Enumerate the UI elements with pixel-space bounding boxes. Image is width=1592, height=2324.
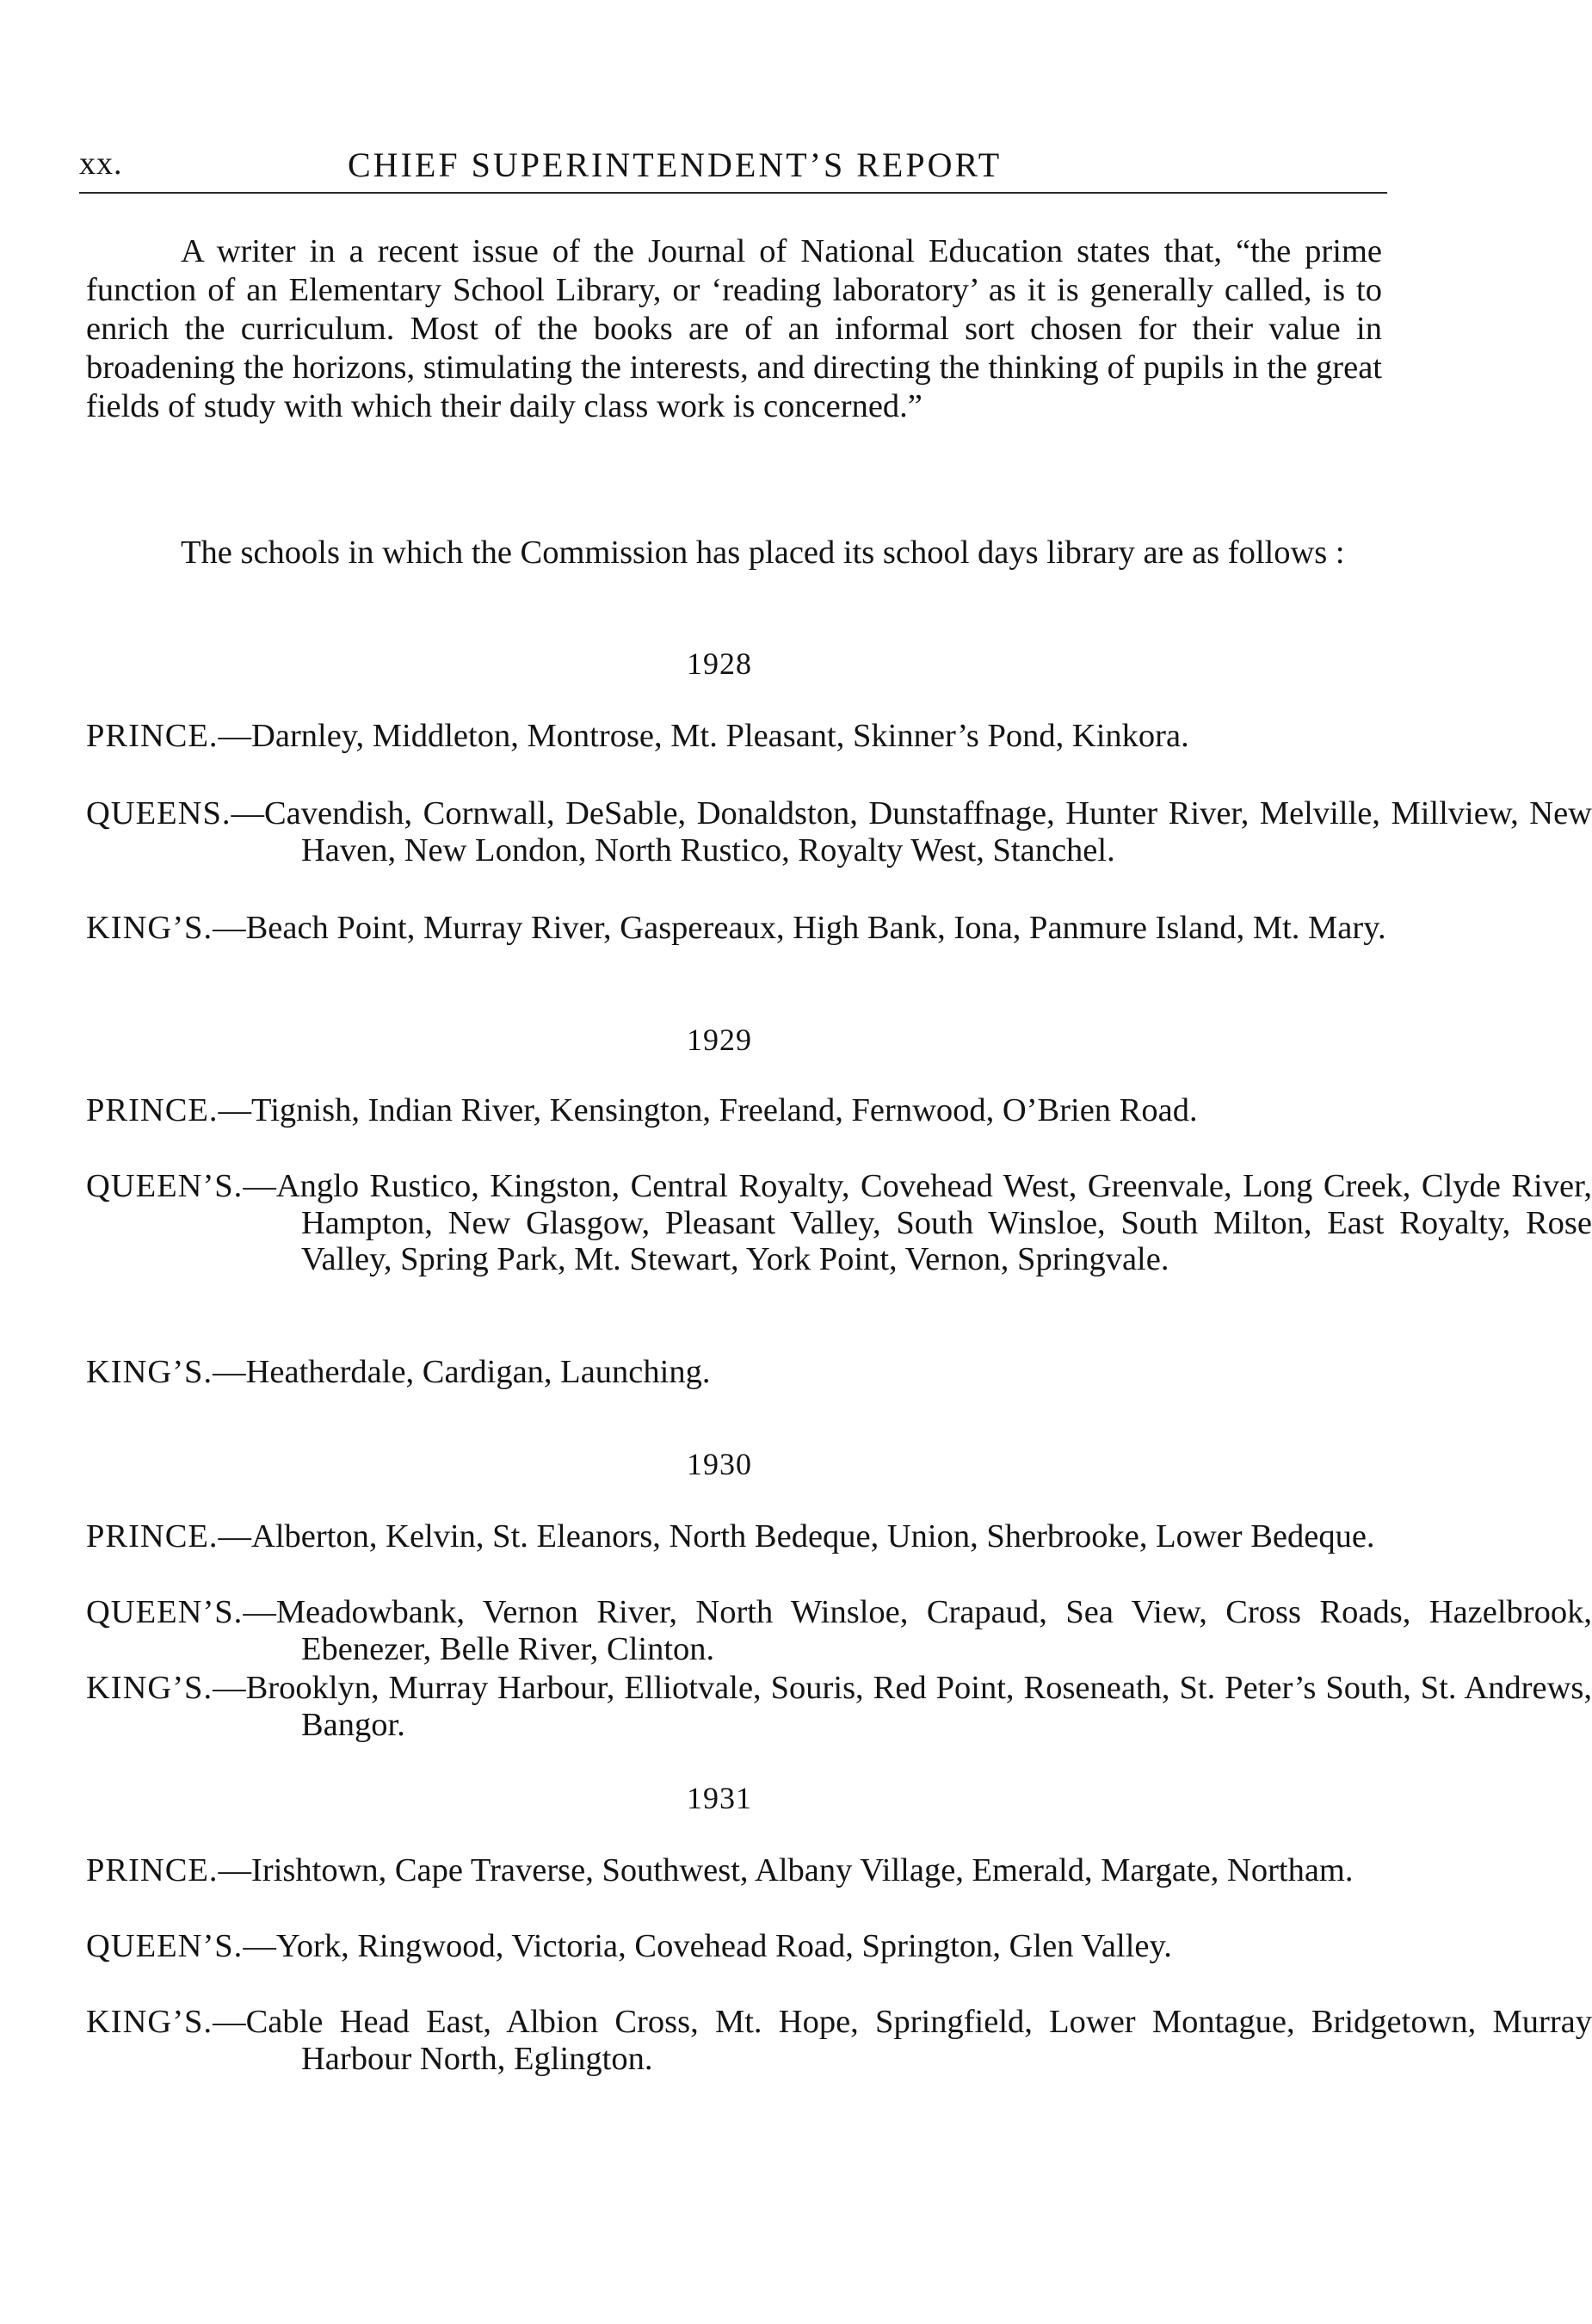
county-entry bbox=[86, 910, 1592, 947]
county-name: PRINCE. bbox=[86, 1518, 219, 1554]
county-name: QUEEN’S. bbox=[86, 1594, 244, 1630]
county-name: KING’S. bbox=[86, 1354, 213, 1390]
page-header bbox=[79, 145, 1387, 196]
county-entry bbox=[86, 1852, 1592, 1889]
school-list: —Meadowbank, Vernon River, North Winsloe, Crapaud, Sea View, Cross Roads, Hazelbrook, Ebenezer, Belle River, Clinton. bbox=[243, 1594, 1592, 1667]
year-heading: 1931 bbox=[687, 1781, 752, 1815]
county-name: KING’S. bbox=[86, 910, 213, 946]
school-list: —Darnley, Middleton, Montrose, Mt. Pleasant, Skinner’s Pond, Kinkora. bbox=[218, 718, 1189, 754]
county-name: PRINCE. bbox=[86, 718, 219, 754]
school-list: —Heatherdale, Cardigan, Launching. bbox=[213, 1354, 711, 1390]
county-name: QUEEN’S. bbox=[86, 1168, 244, 1204]
school-list: —Tignish, Indian River, Kensington, Freeland, Fernwood, O’Brien Road. bbox=[218, 1092, 1198, 1128]
running-title: CHIEF SUPERINTENDENT’S REPORT bbox=[348, 145, 1003, 184]
county-name: KING’S. bbox=[86, 2004, 213, 2040]
county-entry bbox=[86, 718, 1592, 755]
school-list: —Cavendish, Cornwall, DeSable, Donaldston, Dunstaffnage, Hunter River, Melville, Millview, New Haven, New London, North Rustico, Royalty West, Stanchel. bbox=[231, 795, 1592, 868]
header-rule bbox=[79, 192, 1387, 194]
county-name: PRINCE. bbox=[86, 1852, 219, 1888]
school-list: —Anglo Rustico, Kingston, Central Royalty, Covehead West, Greenvale, Long Creek, Clyde River, Hampton, New Glasgow, Pleasant Valley, South Winsloe, South Milton, East Royalty, Rose Valley, Spring Park, Mt. Stewart, York Point, Vernon, Springvale. bbox=[243, 1168, 1592, 1277]
county-entry bbox=[86, 1670, 1592, 1743]
county-entry bbox=[86, 1168, 1592, 1278]
year-heading: 1930 bbox=[687, 1447, 752, 1481]
county-name: PRINCE. bbox=[86, 1092, 219, 1128]
school-list: —Alberton, Kelvin, St. Eleanors, North Bedeque, Union, Sherbrooke, Lower Bedeque. bbox=[218, 1518, 1375, 1554]
schools-lead-paragraph: The schools in which the Commission has placed its school days library are as follows : bbox=[181, 535, 1345, 571]
county-entry bbox=[86, 1928, 1592, 1965]
county-entry bbox=[86, 1092, 1592, 1129]
year-heading: 1929 bbox=[687, 1023, 752, 1057]
county-entry bbox=[86, 795, 1592, 868]
page-number: xx. bbox=[79, 145, 123, 182]
school-list: —Irishtown, Cape Traverse, Southwest, Albany Village, Emerald, Margate, Northam. bbox=[218, 1852, 1354, 1888]
year-heading: 1928 bbox=[687, 646, 752, 681]
county-entry bbox=[86, 1518, 1592, 1555]
county-entry bbox=[86, 1594, 1592, 1667]
intro-paragraph: A writer in a recent issue of the Journal of National Education states that, “the prime function of an Elementary School Library, or ‘reading laboratory’ as it is generally called, is to enrich the curriculum. Most of the books are of an informal sort chosen for their value in broadening the horizons, stimulating the interests, and directing the thinking of pupils in the great fields of study with which their daily class work is concerned.” bbox=[86, 233, 1382, 424]
county-entry bbox=[86, 1354, 1592, 1391]
county-name: KING’S. bbox=[86, 1670, 213, 1706]
school-list: —Beach Point, Murray River, Gaspereaux, High Bank, Iona, Panmure Island, Mt. Mary. bbox=[213, 910, 1386, 946]
county-name: QUEENS. bbox=[86, 795, 231, 831]
county-entry bbox=[86, 2004, 1592, 2077]
school-list: —York, Ringwood, Victoria, Covehead Road, Springton, Glen Valley. bbox=[243, 1928, 1172, 1964]
school-list: —Cable Head East, Albion Cross, Mt. Hope, Springfield, Lower Montague, Bridgetown, Murray Harbour North, Eglington. bbox=[213, 2004, 1592, 2077]
county-name: QUEEN’S. bbox=[86, 1928, 244, 1964]
school-list: —Brooklyn, Murray Harbour, Elliotvale, Souris, Red Point, Roseneath, St. Peter’s South, St. Andrews, Bangor. bbox=[213, 1670, 1592, 1743]
